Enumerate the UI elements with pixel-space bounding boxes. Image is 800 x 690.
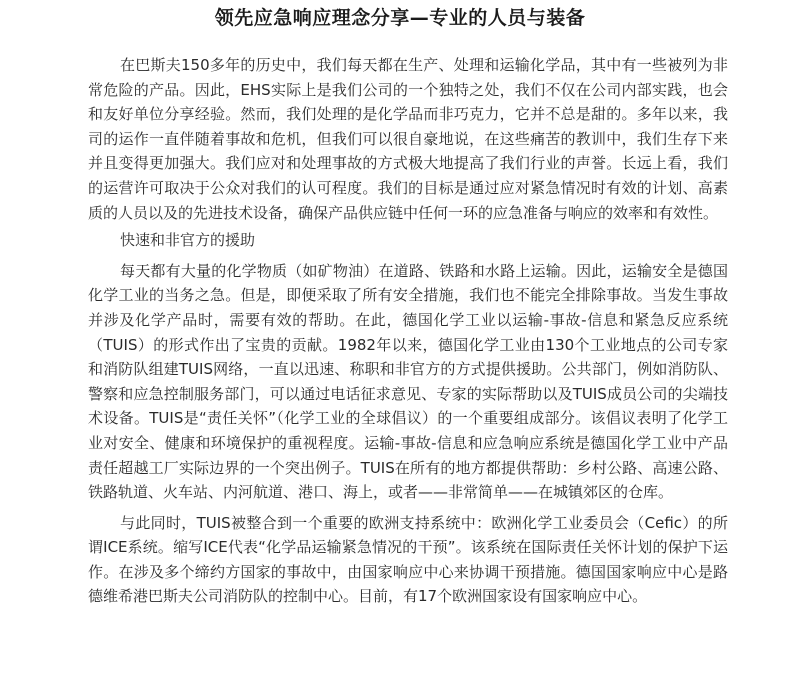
paragraph-history: 在巴斯夫150多年的历史中，我们每天都在生产、处理和运输化学品，其中有一些被列为非常危险的产品。因此，EHS实际上是我们公司的一个独特之处，我们不仅在公司内部实践，也会和友好单位分享经验。然而，我们处理的是化学品而非巧克力，它并不总是甜的。多年以来，我司的运作一直伴随着事故和危机，但我们可以很自豪地说，在这些痛苦的教训中，我们生存下来并且变得更加强大。我们应对和处理事故的方式极大地提高了我们行业的声誉。长远上看，我们的运营许可取决于公众对我们的认可程度。我们的目标是通过应对紧急情况时有效的计划、高素质的人员以及的先进技术设备，确保产品供应链中任何一环的应急准备与响应的效率和有效性。 — [88, 56, 728, 222]
article-body — [88, 53, 728, 609]
paragraph-tuis: 每天都有大量的化学物质（如矿物油）在道路、铁路和水路上运输。因此，运输安全是德国化学工业的当务之急。但是，即便采取了所有安全措施，我们也不能完全排除事故。当发生事故并涉及化学产品时，需要有效的帮助。在此，德国化学工业以运输-事故-信息和紧急反应系统（TUIS）的形式作出了宝贵的贡献。1982年以来，德国化学工业由130个工业地点的公司专家和消防队组建TUIS网络，一直以迅速、称职和非官方的方式提供援助。公共部门，例如消防队、警察和应急控制服务部门，可以通过电话征求意见、专家的实际帮助以及TUIS成员公司的尖端技术设备。TUIS是“责任关怀”（化学工业的全球倡议）的一个重要组成部分。该倡议表明了化学工业对安全、健康和环境保护的重视程度。运输-事故-信息和应急响应系统是德国化学工业中产品责任超越工厂实际边界的一个突出例子。TUIS在所有的地方都提供帮助：乡村公路、高速公路、铁路轨道、火车站、内河航道、港口、海上，或者——非常简单——在城镇郊区的仓库。 — [88, 261, 728, 502]
paragraph-ice: 与此同时，TUIS被整合到一个重要的欧洲支持系统中：欧洲化学工业委员会（Cefic）的所谓ICE系统。缩写ICE代表“化学品运输紧急情况的干预”。该系统在国际责任关怀计划的保护下运作。在涉及多个缔约方国家的事故中，由国家响应中心来协调干预措施。德国国家响应中心是路德维希港巴斯夫公司消防队的控制中心。目前，有17个欧洲国家设有国家响应中心。 — [88, 513, 728, 606]
page-title: 领先应急响应理念分享—专业的人员与装备 — [214, 7, 586, 29]
section-subheading: 快速和非官方的援助 — [120, 231, 256, 250]
